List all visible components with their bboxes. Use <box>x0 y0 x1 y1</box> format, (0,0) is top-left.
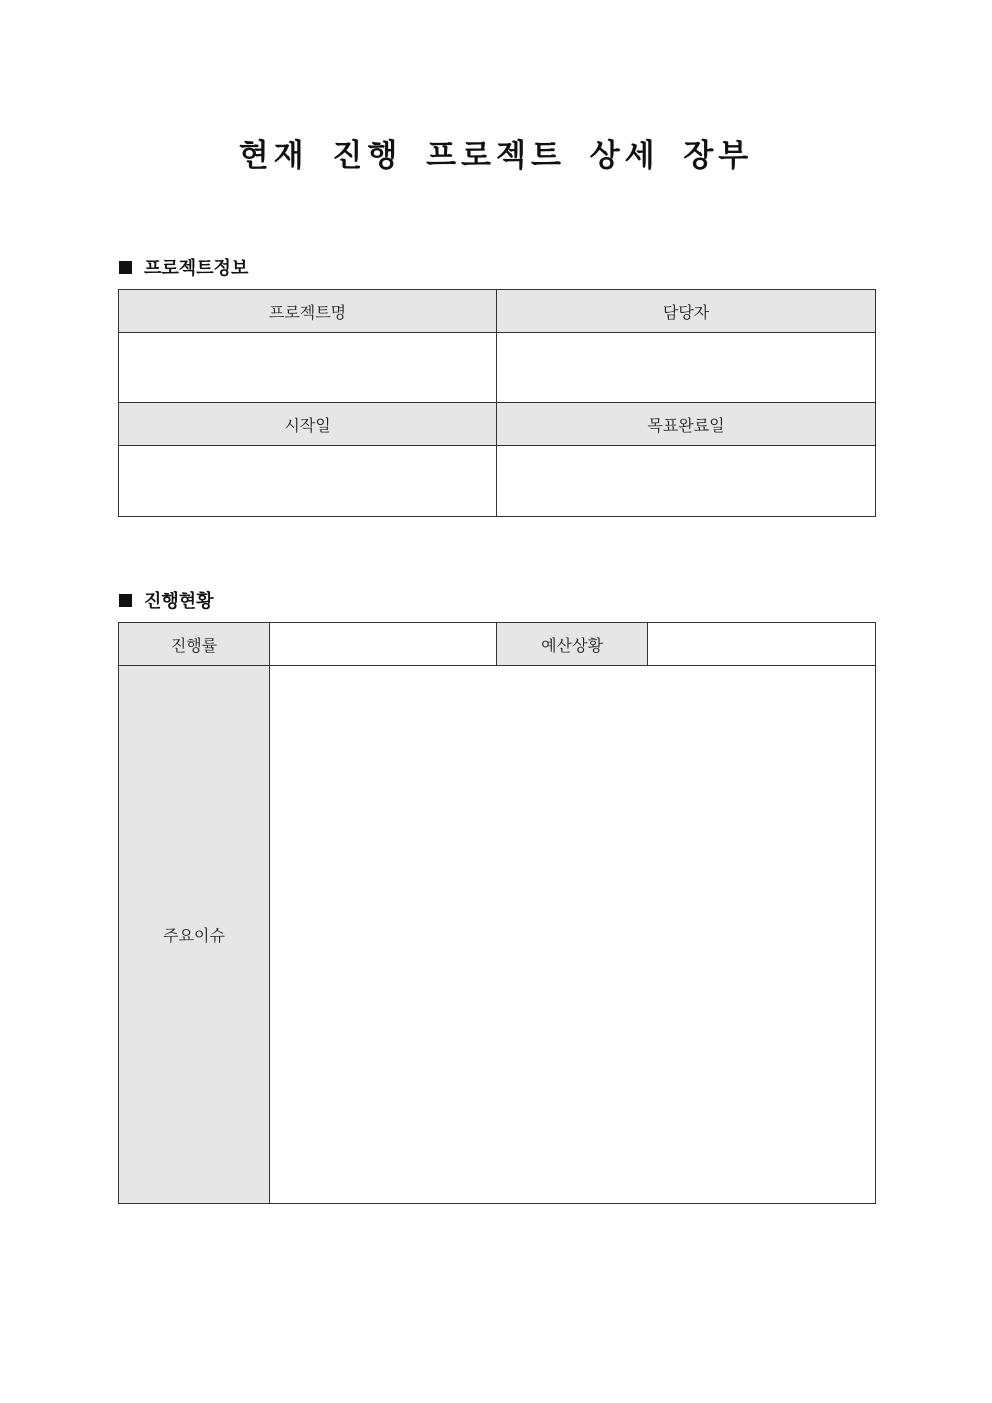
main-issues-value[interactable] <box>270 666 876 1204</box>
section-heading-project-info <box>119 254 248 280</box>
progress-table <box>118 622 876 1204</box>
section-heading-progress <box>119 587 214 613</box>
square-bullet-icon <box>119 261 132 274</box>
main-issues-label: 주요이슈 <box>119 666 270 1204</box>
target-completion-date-label: 목표완료일 <box>497 403 876 446</box>
start-date-label: 시작일 <box>119 403 497 446</box>
budget-status-value[interactable] <box>648 623 876 666</box>
start-date-value[interactable] <box>119 446 497 517</box>
progress-rate-value[interactable] <box>270 623 497 666</box>
target-completion-date-value[interactable] <box>497 446 876 517</box>
section-heading-label: 프로젝트정보 <box>144 258 249 279</box>
square-bullet-icon <box>119 594 132 607</box>
progress-rate-label: 진행률 <box>119 623 270 666</box>
manager-label: 담당자 <box>497 290 876 333</box>
manager-value[interactable] <box>497 333 876 403</box>
document-title: 현재 진행 프로젝트 상세 장부 <box>238 138 754 174</box>
project-name-value[interactable] <box>119 333 497 403</box>
project-name-label: 프로젝트명 <box>119 290 497 333</box>
section-heading-label: 진행현황 <box>144 591 214 612</box>
budget-status-label: 예산상황 <box>497 623 648 666</box>
project-info-table <box>118 289 876 517</box>
